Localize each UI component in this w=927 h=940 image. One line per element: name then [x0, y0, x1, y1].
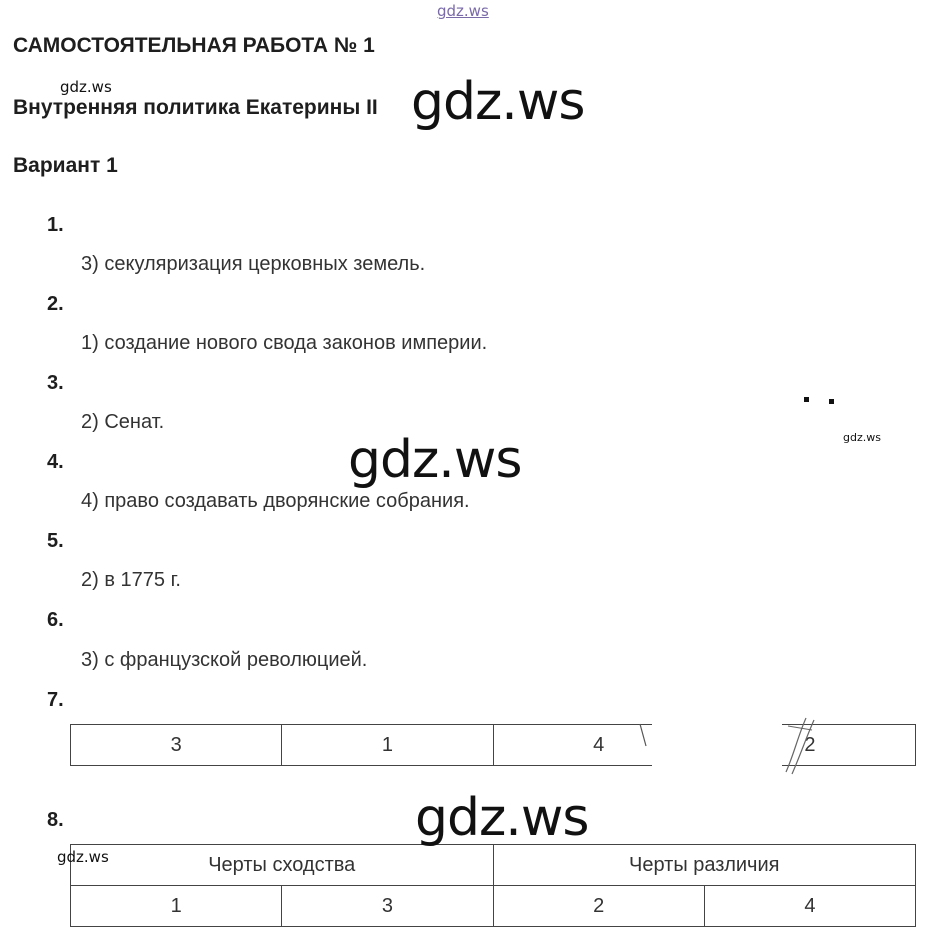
table-cell: 4	[493, 725, 704, 766]
table-header: Черты сходства	[71, 845, 494, 886]
watermark-big: gdz.ws	[415, 788, 589, 848]
answer-5: 2) в 1775 г.	[81, 569, 181, 591]
answer-1: 3) секуляризация церковных земель.	[81, 253, 426, 275]
variant-heading: Вариант 1	[13, 154, 118, 177]
table-header: Черты различия	[493, 845, 916, 886]
answer-3: 2) Сенат.	[81, 411, 165, 433]
table-cell: 3	[71, 725, 282, 766]
table-cell: 3	[282, 886, 493, 927]
table-row	[71, 886, 916, 927]
scribble-mark	[636, 716, 826, 776]
watermark-top[interactable]: gdz.ws	[437, 2, 489, 20]
watermark-small: gdz.ws	[57, 848, 109, 866]
question-number-6: 6.	[47, 609, 64, 631]
table-cell: 4	[704, 886, 915, 927]
watermark-small: gdz.ws	[843, 431, 881, 444]
watermark-big: gdz.ws	[411, 72, 585, 132]
table-cell: 2	[704, 725, 915, 766]
watermark-small: gdz.ws	[60, 78, 112, 96]
answer-table-8	[70, 844, 916, 927]
answer-6: 3) с французской революцией.	[81, 649, 368, 671]
question-number-8: 8.	[47, 809, 64, 831]
question-number-5: 5.	[47, 530, 64, 552]
watermark-big: gdz.ws	[348, 430, 522, 490]
page-subtitle: Внутренняя политика Екатерины II	[13, 96, 378, 119]
answer-2: 1) создание нового свода законов империи.	[81, 332, 488, 354]
question-number-1: 1.	[47, 214, 64, 236]
table-cell: 2	[493, 886, 704, 927]
answer-4: 4) право создавать дворянские собрания.	[81, 490, 470, 512]
question-number-4: 4.	[47, 451, 64, 473]
table-row	[71, 845, 916, 886]
scan-dot	[804, 397, 809, 402]
question-number-2: 2.	[47, 293, 64, 315]
table-cell: 1	[282, 725, 493, 766]
question-number-3: 3.	[47, 372, 64, 394]
scan-dot	[829, 399, 834, 404]
question-number-7: 7.	[47, 689, 64, 711]
table-cell: 1	[71, 886, 282, 927]
page-title: САМОСТОЯТЕЛЬНАЯ РАБОТА № 1	[13, 34, 375, 57]
